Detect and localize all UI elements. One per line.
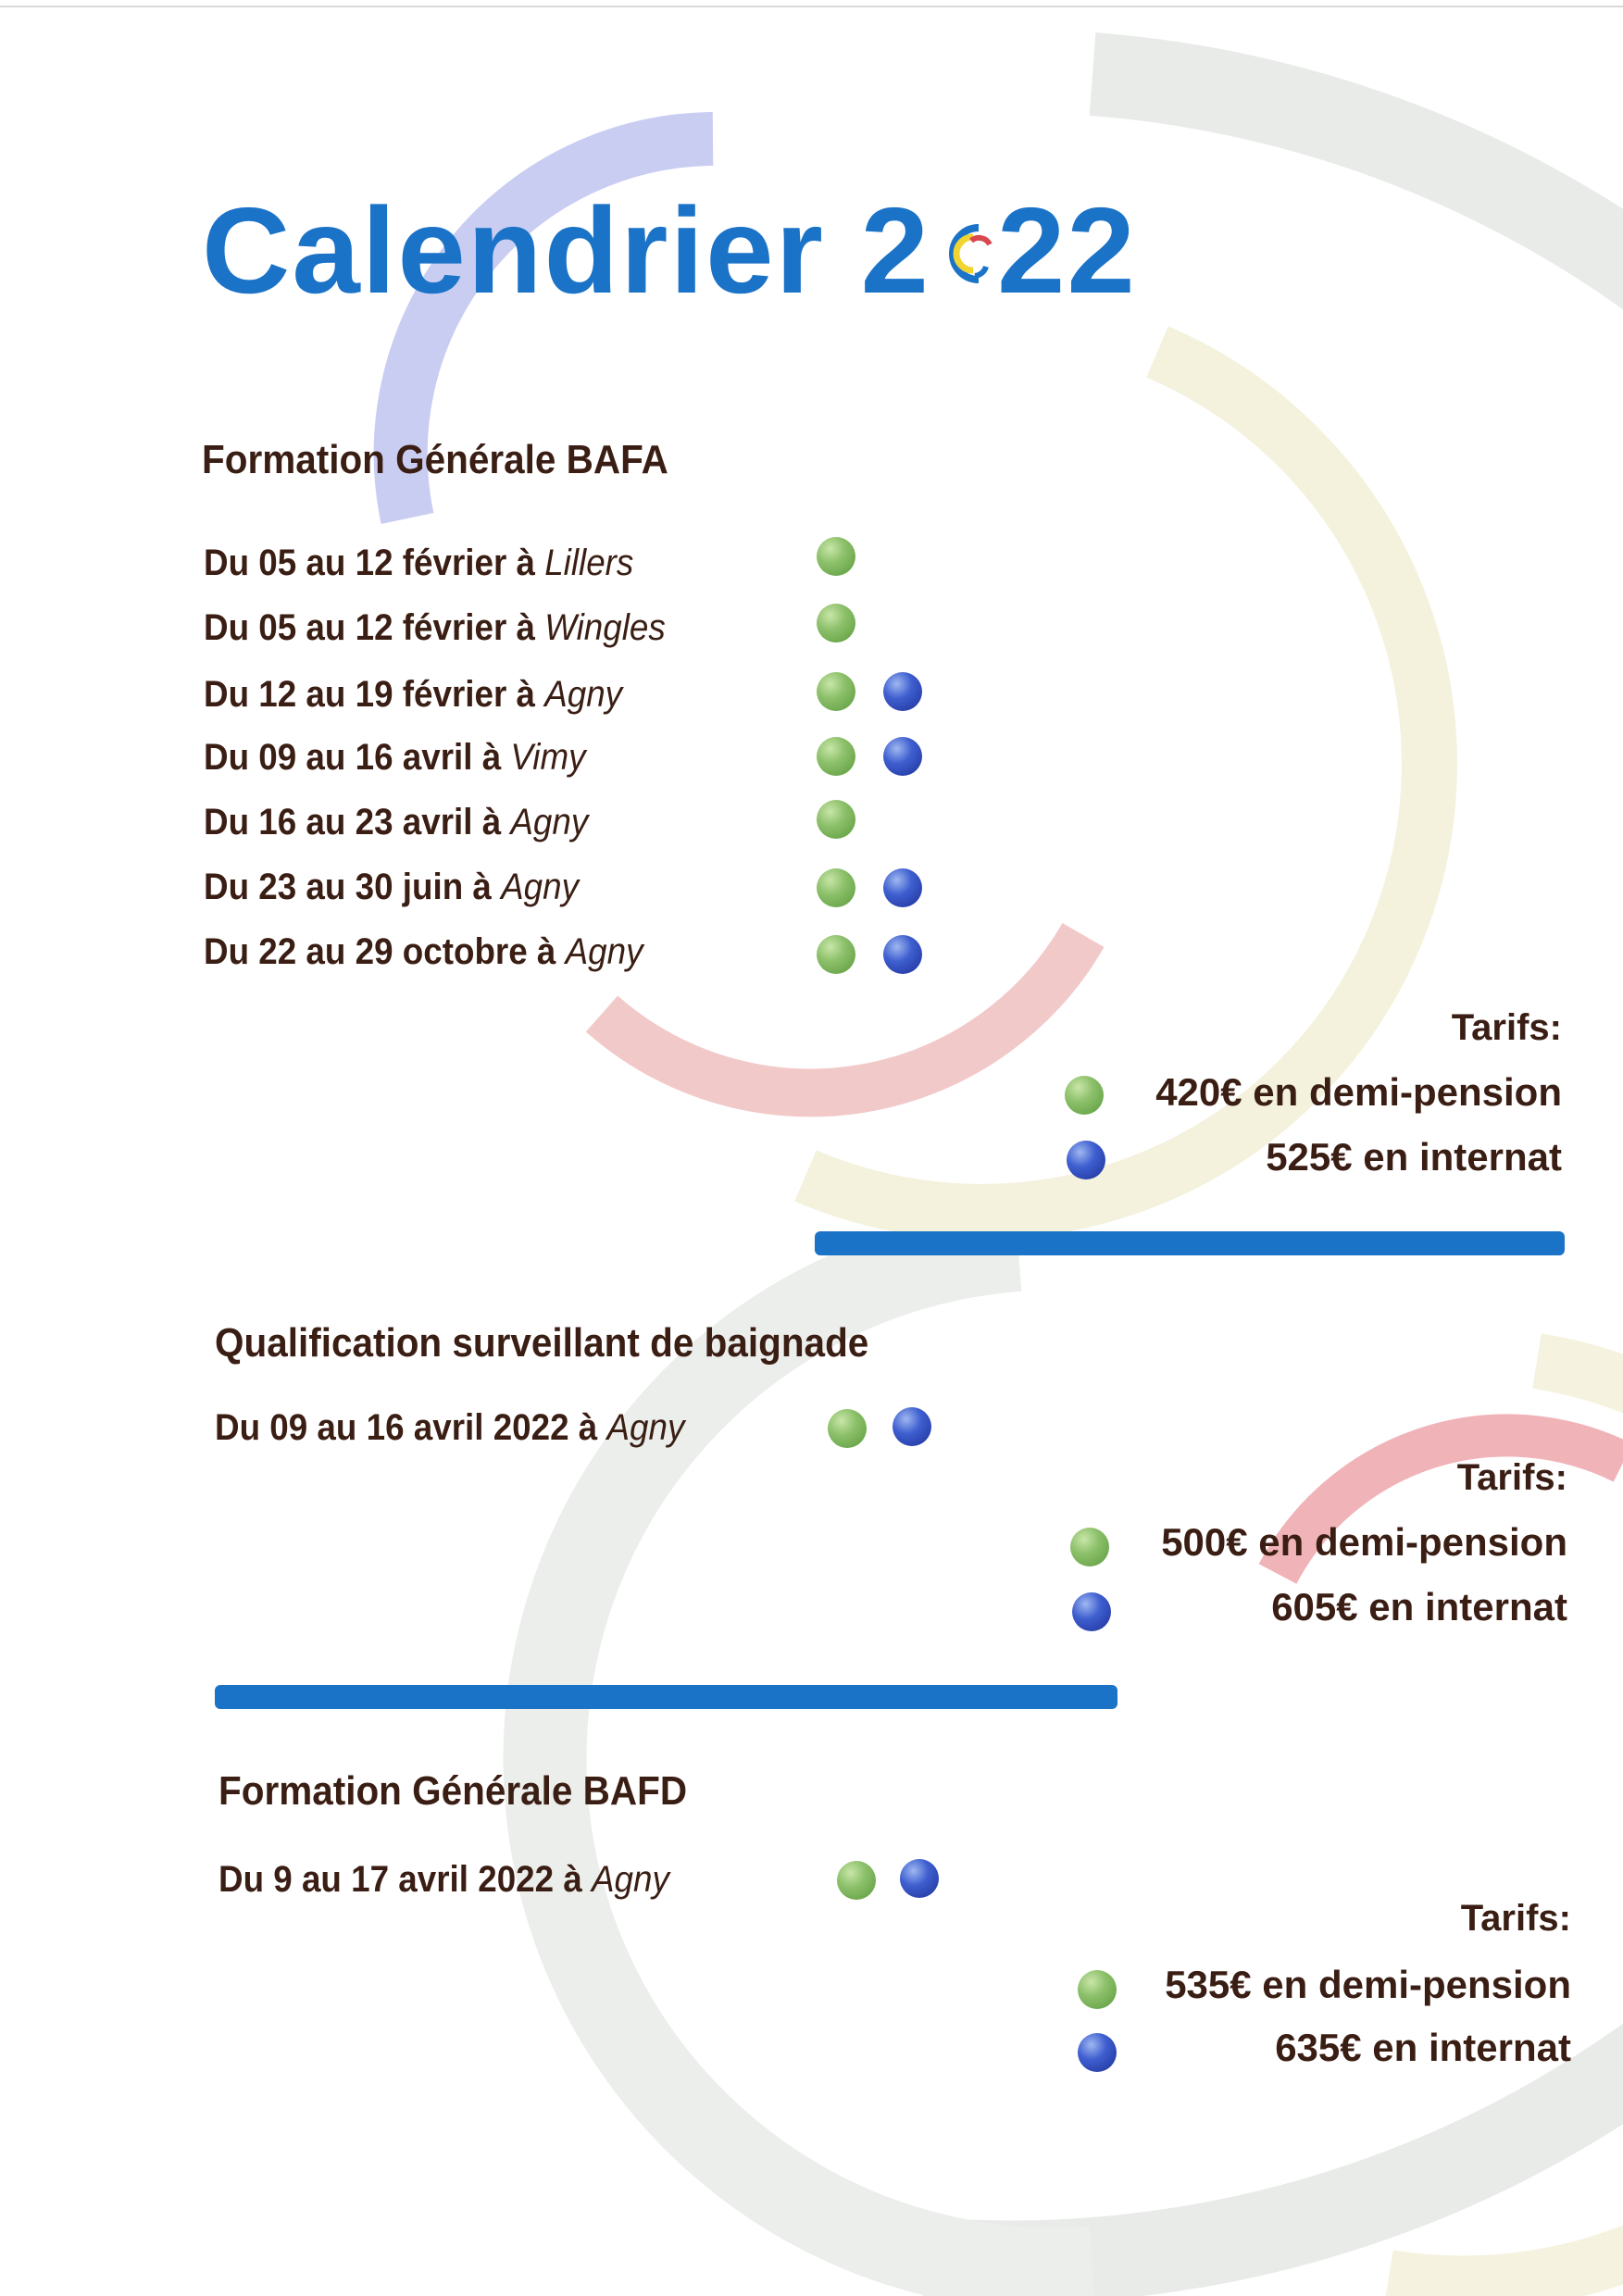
session-place: Agny (606, 1407, 685, 1448)
tarifs-label: Tarifs: (1451, 1007, 1562, 1048)
session-place: Agny (544, 674, 623, 715)
session-dates: Du 12 au 19 février à (204, 674, 545, 715)
session-dates: Du 05 au 12 février à (204, 607, 545, 648)
price-demi-pension: 420€ en demi-pension (1155, 1070, 1562, 1114)
internat-dot-icon (900, 1859, 939, 1898)
section-title-bafd: Formation Générale BAFD (218, 1768, 688, 1814)
session-dates: Du 16 au 23 avril à (204, 802, 511, 842)
session-dates: Du 09 au 16 avril 2022 à (215, 1407, 607, 1448)
session-place: Agny (501, 867, 579, 907)
price-demi-pension: 500€ en demi-pension (1161, 1520, 1567, 1564)
demi-pension-dot-icon (1070, 1528, 1109, 1566)
internat-dot-icon (1067, 1141, 1105, 1179)
demi-pension-dot-icon (837, 1861, 876, 1900)
top-rule (0, 6, 1623, 7)
section-title-baignade: Qualification surveillant de baignade (215, 1320, 869, 1366)
session-place: Agny (510, 802, 589, 842)
session-dates: Du 9 au 17 avril 2022 à (218, 1859, 593, 1900)
internat-dot-icon (893, 1407, 931, 1446)
title-zero-logo (930, 197, 997, 290)
ring-gray-lower (545, 1250, 1092, 2269)
internat-dot-icon (883, 672, 922, 711)
title-part2: 22 (997, 182, 1137, 318)
title-part1: Calendrier 2 (202, 182, 930, 318)
internat-dot-icon (1072, 1592, 1111, 1631)
price-demi-pension: 535€ en demi-pension (1165, 1963, 1571, 2006)
session-place: Wingles (544, 607, 666, 648)
demi-pension-dot-icon (817, 868, 855, 907)
internat-dot-icon (883, 868, 922, 907)
session-dates: Du 23 au 30 juin à (204, 867, 502, 907)
demi-pension-dot-icon (817, 737, 855, 776)
rings-logo-icon (930, 207, 997, 300)
tarifs-label: Tarifs: (1460, 1898, 1571, 1939)
tarifs-label: Tarifs: (1456, 1457, 1567, 1498)
session-dates: Du 05 au 12 février à (204, 543, 545, 583)
internat-dot-icon (1078, 2033, 1117, 2072)
ring-yellow-lower (1389, 1361, 1623, 2283)
demi-pension-dot-icon (817, 604, 855, 643)
session-dates: Du 09 au 16 avril à (204, 737, 511, 778)
demi-pension-dot-icon (817, 800, 855, 839)
price-internat: 605€ en internat (1271, 1585, 1567, 1628)
price-internat: 525€ en internat (1266, 1135, 1562, 1179)
divider-brush (215, 1685, 1117, 1709)
session-place: Vimy (510, 737, 586, 778)
demi-pension-dot-icon (1078, 1970, 1117, 2009)
page-title (202, 182, 1137, 318)
divider-brush (815, 1231, 1565, 1255)
demi-pension-dot-icon (828, 1409, 867, 1448)
session-place: Agny (565, 931, 643, 972)
internat-dot-icon (883, 737, 922, 776)
internat-dot-icon (883, 935, 922, 974)
demi-pension-dot-icon (817, 672, 855, 711)
price-internat: 635€ en internat (1275, 2026, 1571, 2069)
section-title-bafa: Formation Générale BAFA (202, 437, 668, 482)
session-place: Lillers (544, 543, 634, 583)
demi-pension-dot-icon (1065, 1076, 1104, 1115)
demi-pension-dot-icon (817, 935, 855, 974)
session-place: Agny (592, 1859, 669, 1900)
demi-pension-dot-icon (817, 537, 855, 576)
session-dates: Du 22 au 29 octobre à (204, 931, 566, 972)
